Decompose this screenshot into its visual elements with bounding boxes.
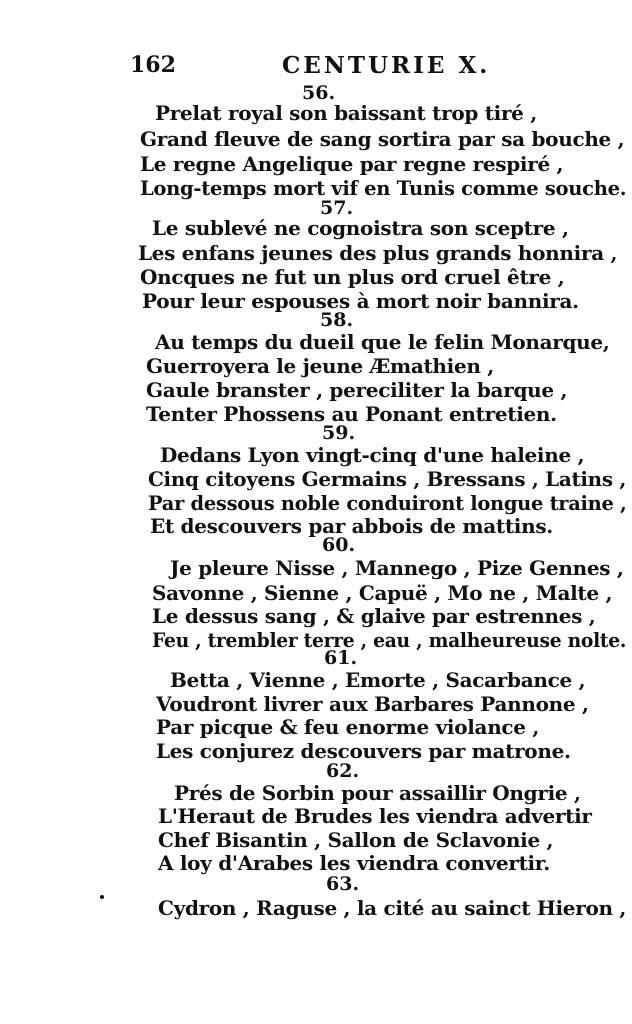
quatrain-number: 58. <box>320 309 354 331</box>
verse-line: Je pleure Nisse , Mannego , Pize Gennes , <box>170 556 624 580</box>
verse-line: Par dessous noble conduiront longue traine , <box>148 491 627 515</box>
verse-line: Les enfans jeunes des plus grands honnira , <box>138 241 618 265</box>
quatrain-number: 62. <box>326 760 360 782</box>
verse-line: Gaule branster , pereciliter la barque , <box>146 378 568 402</box>
ink-speck <box>100 895 104 899</box>
verse-line: Feu , trembler terre , eau , malheureuse nolte. <box>152 628 627 652</box>
quatrain-number: 63. <box>326 873 360 895</box>
verse-line: Cinq citoyens Germains , Bressans , Latins , <box>148 467 627 491</box>
verse-line: Le regne Angelique par regne respiré , <box>140 152 564 176</box>
quatrain-number: 61. <box>324 647 358 669</box>
page-number: 162 <box>130 52 176 78</box>
quatrain-number: 57. <box>320 197 354 219</box>
quatrain-number: 60. <box>322 534 356 556</box>
quatrain-number: 59. <box>322 422 356 444</box>
running-head <box>130 52 530 82</box>
verse-line: Tenter Phossens au Ponant entretien. <box>146 402 557 426</box>
verse-line: Le sublevé ne cognoistra son sceptre , <box>152 216 569 240</box>
verse-line: Par picque & feu enorme violance , <box>156 715 540 739</box>
verse-line: Chef Bisantin , Sallon de Sclavonie , <box>158 828 554 852</box>
verse-line: Grand fleuve de sang sortira par sa bouche , <box>140 127 625 151</box>
verse-line: Les conjurez descouvers par matrone. <box>156 739 571 763</box>
verse-line: Dedans Lyon vingt-cinq d'une haleine , <box>160 443 585 467</box>
verse-line: Savonne , Sienne , Capuë , Mo ne , Malte , <box>152 581 613 605</box>
quatrain-number: 56. <box>302 82 336 104</box>
verse-line: Long-temps mort vif en Tunis comme souche. <box>140 176 627 200</box>
verse-line: Cydron , Raguse , la cité au sainct Hieron , <box>158 896 627 920</box>
verse-line: Guerroyera le jeune Æmathien , <box>146 354 494 378</box>
verse-line: A loy d'Arabes les viendra convertir. <box>158 851 550 875</box>
verse-line: Pour leur espouses à mort noir bannira. <box>142 289 579 313</box>
verse-line: Prés de Sorbin pour assaillir Ongrie , <box>174 781 581 805</box>
verse-line: Betta , Vienne , Emorte , Sacarbance , <box>170 668 586 692</box>
verse-line: Prelat royal son baissant trop tiré , <box>155 101 537 125</box>
verse-line: Le dessus sang , & glaive par estrennes , <box>152 604 596 628</box>
verse-line: Au temps du dueil que le felin Monarque, <box>155 330 610 354</box>
verse-line: Et descouvers par abbois de mattins. <box>150 514 553 538</box>
section-title: CENTURIE X. <box>282 52 491 79</box>
verse-line: Voudront livrer aux Barbares Pannone , <box>156 692 589 716</box>
verse-line: L'Heraut de Brudes les viendra advertir <box>158 804 592 828</box>
verse-line: Oncques ne fut un plus ord cruel être , <box>140 265 565 289</box>
